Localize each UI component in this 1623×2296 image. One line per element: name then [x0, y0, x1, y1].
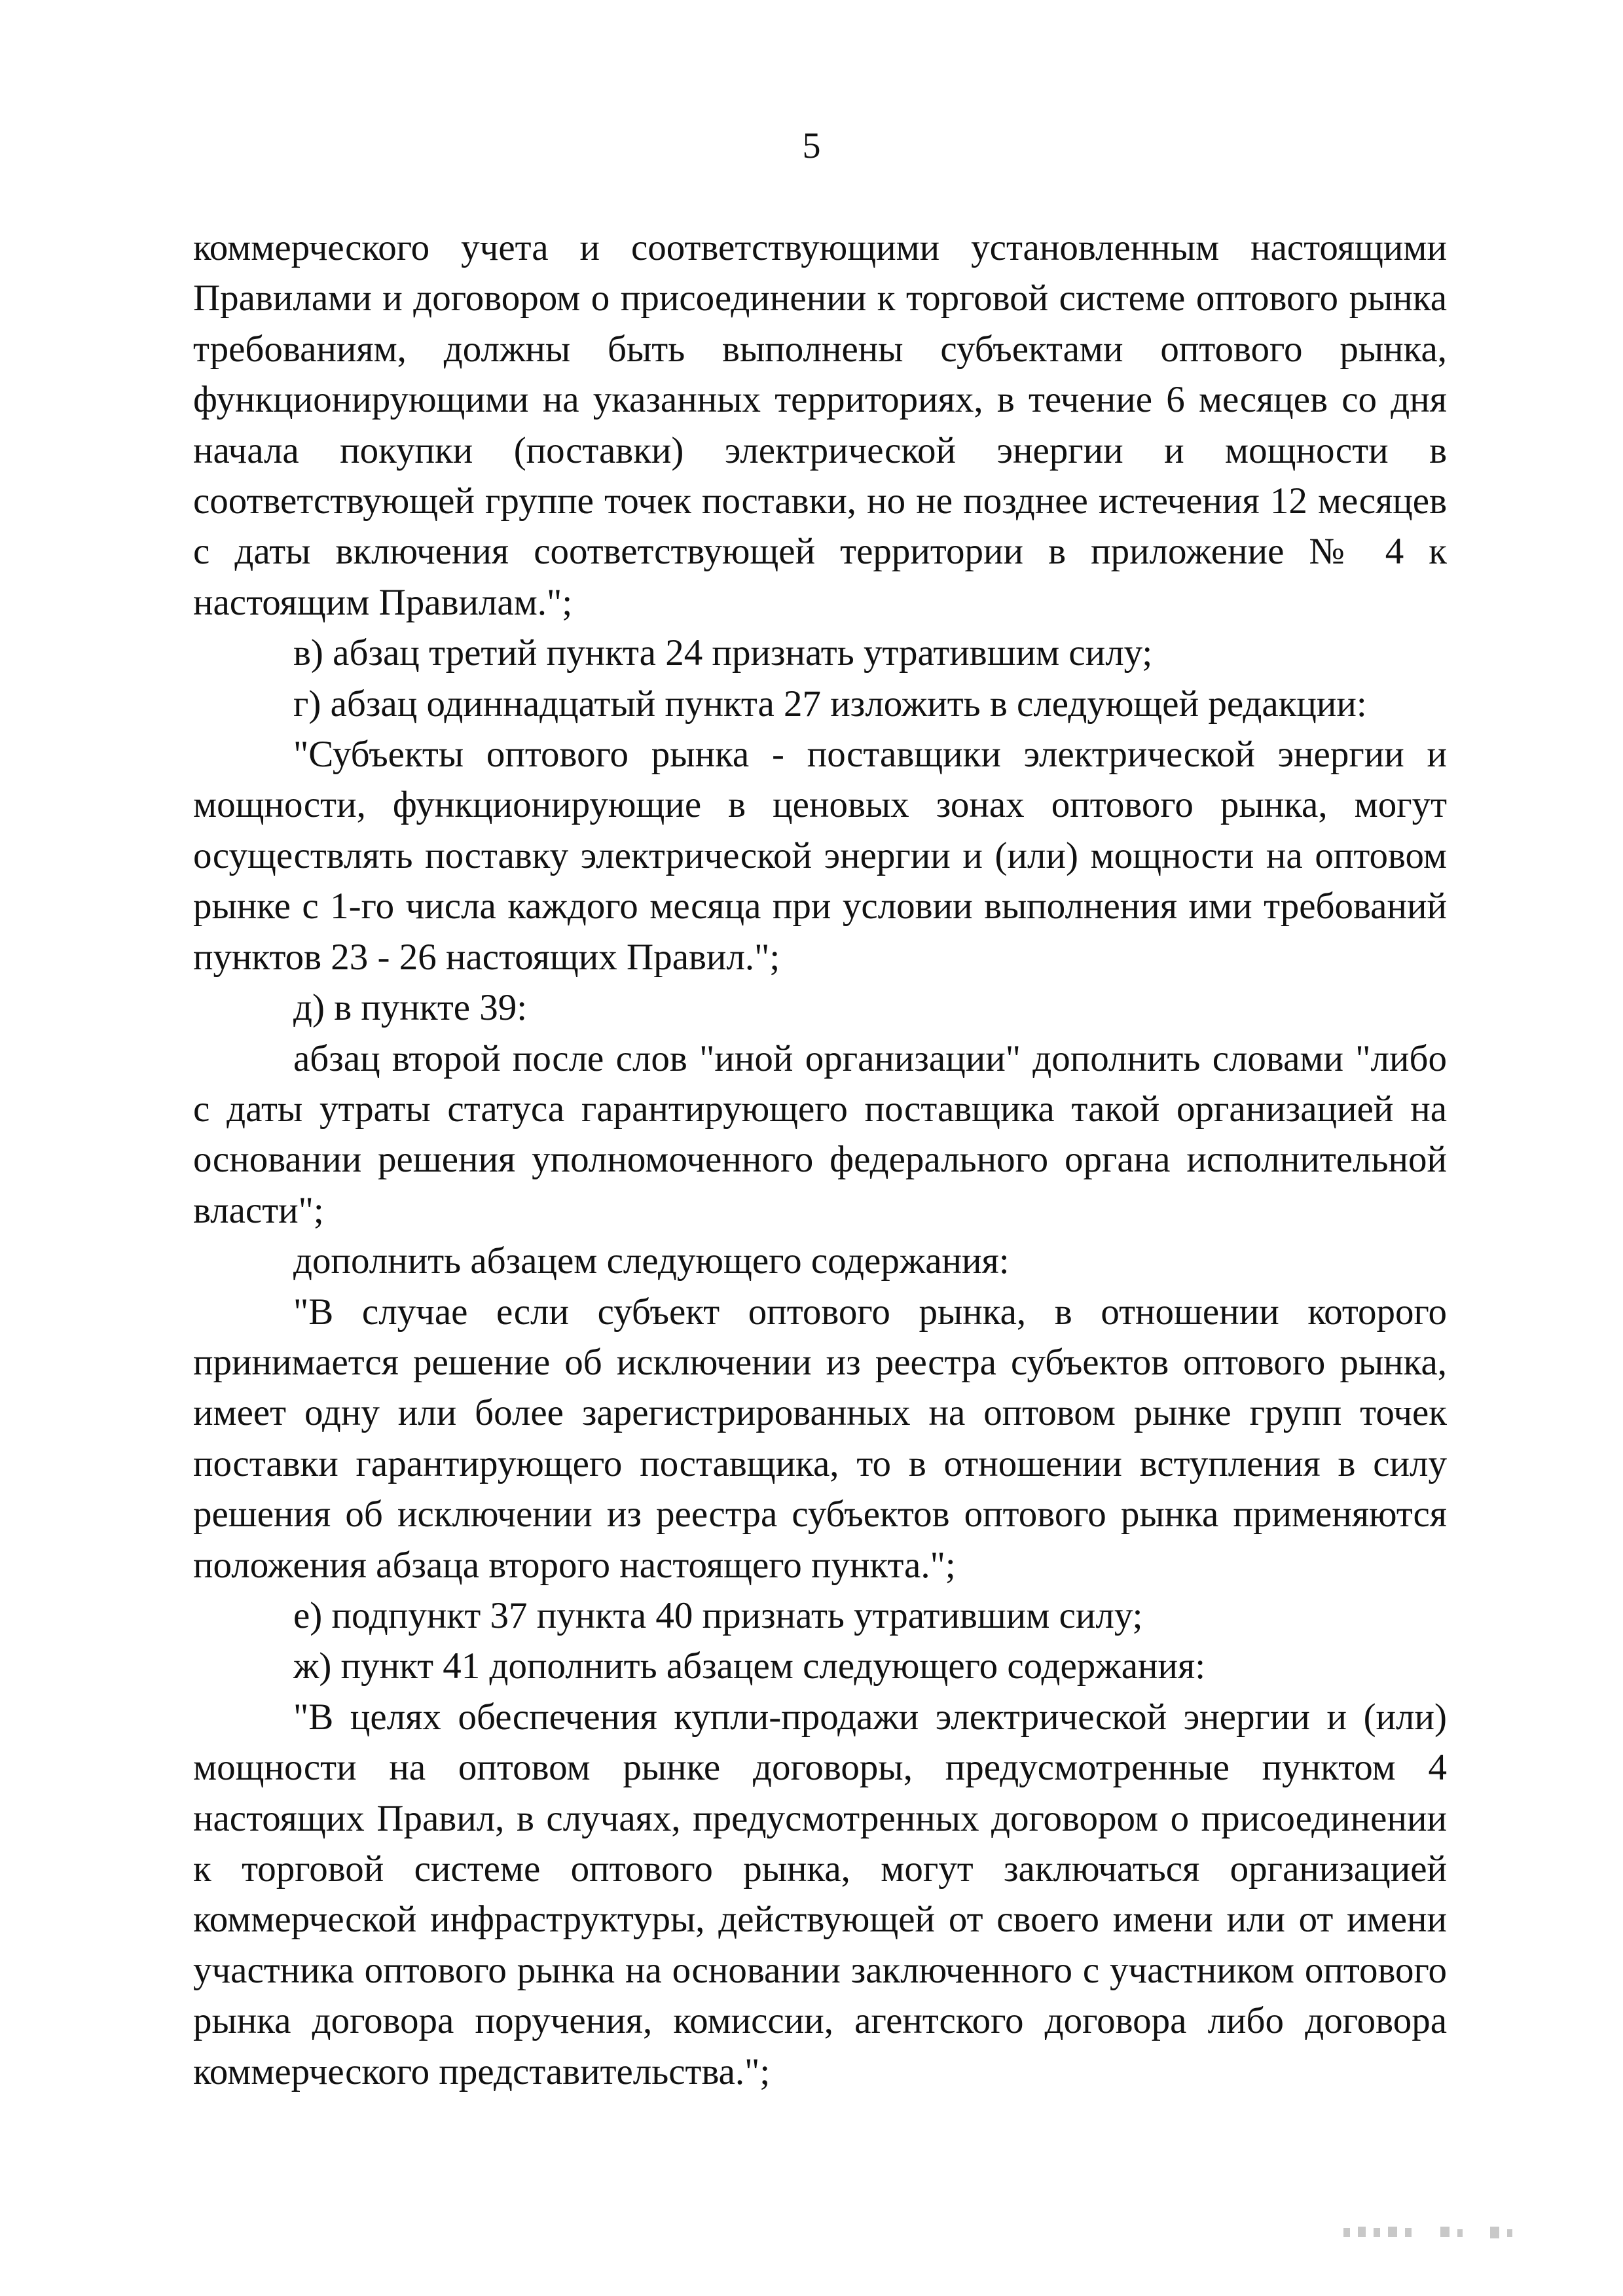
- scan-artifact: [1342, 2219, 1552, 2245]
- page-number: 5: [802, 126, 821, 166]
- paragraph-item-d: д) в пункте 39:: [293, 987, 528, 1029]
- paragraph-item-zh: ж) пункт 41 дополнить абзацем следующего содержания:: [293, 1645, 1206, 1687]
- paragraph-quote-contracts: "В целях обеспечения купли-продажи электрической энергии и (или) мощности на оптовом рынке договоры, предусмотренные пунктом 4 настоящих Правил, в случаях, предусмотренных договором о присоединении к торговой системе оптового рынка, могут заключаться организацией коммерческой инфраструктуры, действующей от своего имени или от имени участника оптового рынка на основании заключенного с участником оптового рынка договора поручения, комиссии, агентского договора либо договора коммерческого представительства.";: [193, 1696, 1447, 2092]
- paragraph-continuation: коммерческого учета и соответствующими установленным настоящими Правилами и договором о присоединении к торговой системе оптового рынка требованиям, должны быть выполнены субъектами оптового рынка, функционирующими на указанных территориях, в течение 6 месяцев со дня начала покупки (поставки) электрической энергии и мощности в соответствующей группе точек поставки, но не позднее истечения 12 месяцев с даты включения соответствующей территории в приложение № 4 к настоящим Правилам.";: [193, 227, 1447, 623]
- paragraph-abzac-second: абзац второй после слов "иной организации" дополнить словами "либо с даты утраты статуса гарантирующего поставщика такой организацией на основании решения уполномоченного федерального органа исполнительной власти";: [193, 1037, 1447, 1231]
- paragraph-item-g: г) абзац одиннадцатый пункта 27 изложить в следующей редакции:: [293, 683, 1367, 725]
- paragraph-item-v: в) абзац третий пункта 24 признать утратившим силу;: [293, 632, 1153, 674]
- paragraph-add-abzac: дополнить абзацем следующего содержания:: [293, 1240, 1010, 1282]
- paragraph-quote-suppliers: "Субъекты оптового рынка - поставщики электрической энергии и мощности, функционирующие в ценовых зонах оптового рынка, могут осуществлять поставку электрической энергии и (или) мощности на оптовом рынке с 1-го числа каждого месяца при условии выполнения ими требований пунктов 23 - 26 настоящих Правил.";: [193, 734, 1447, 978]
- paragraph-item-e: е) подпункт 37 пункта 40 признать утратившим силу;: [293, 1594, 1143, 1636]
- paragraph-quote-exclusion: "В случае если субъект оптового рынка, в отношении которого принимается решение об исключении из реестра субъектов оптового рынка, имеет одну или более зарегистрированных на оптовом рынке групп точек поставки гарантирующего поставщика, то в отношении вступления в силу решения об исключении из реестра субъектов оптового рынка применяются положения абзаца второго настоящего пункта.";: [193, 1291, 1447, 1586]
- document-body: [193, 223, 1447, 2097]
